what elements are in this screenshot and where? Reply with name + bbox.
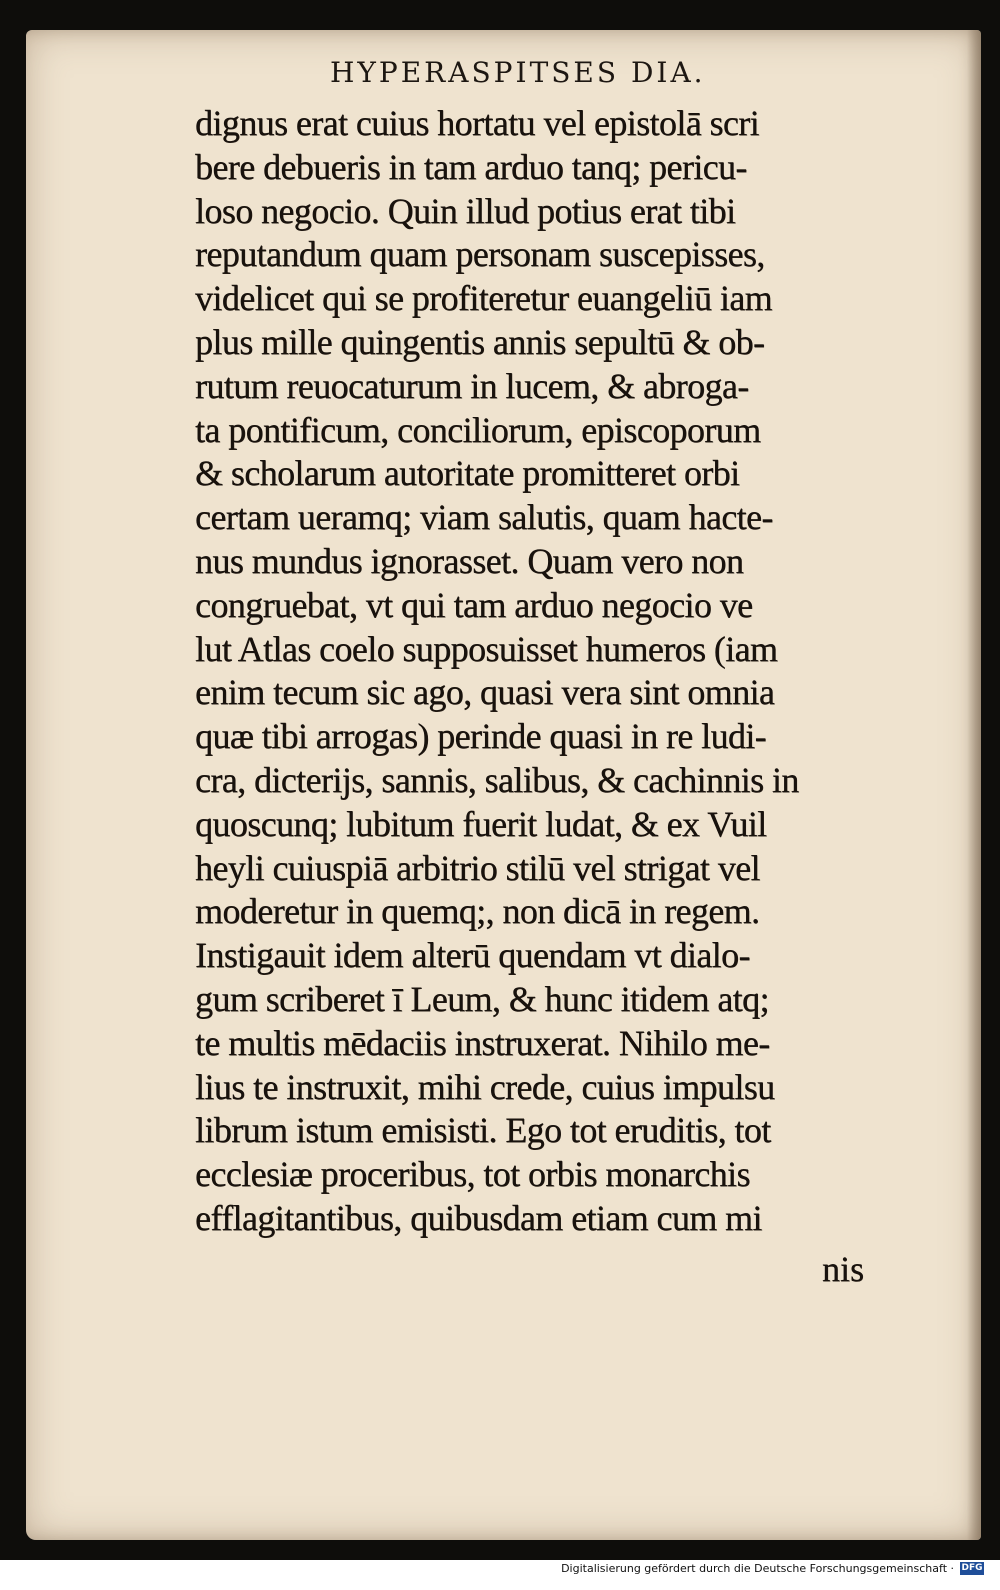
text-line: videlicet qui se profiteretur euangeliū iam bbox=[195, 278, 772, 319]
catchword: nis bbox=[822, 1249, 865, 1289]
text-line: quoscunq; lubitum fuerit ludat, & ex Vuil bbox=[195, 803, 767, 844]
text-line: ta pontificum, conciliorum, episcoporum bbox=[195, 409, 761, 450]
dfg-logo: DFG bbox=[961, 1563, 983, 1573]
text-line: loso negocio. Quin illud potius erat tibi bbox=[195, 190, 736, 231]
text-line: moderetur in quemq;, non dicā in regem. bbox=[195, 891, 760, 932]
text-line: plus mille quingentis annis sepultū & ob- bbox=[195, 321, 765, 362]
text-line: efflagitantibus, quibusdam etiam cum mi bbox=[195, 1197, 762, 1238]
text-line: ecclesiæ proceribus, tot orbis monarchis bbox=[195, 1154, 750, 1195]
text-line: enim tecum sic ago, quasi vera sint omnia bbox=[195, 672, 775, 713]
text-line: dignus erat cuius hortatu vel epistolā scri bbox=[195, 103, 760, 143]
text-line: congruebat, vt qui tam arduo negocio ve bbox=[195, 584, 753, 625]
text-line: heyli cuiuspiā arbitrio stilū vel strigat vel bbox=[195, 847, 760, 888]
running-head: HYPERASPITSES DIA. bbox=[330, 56, 706, 89]
text-line: lius te instruxit, mihi crede, cuius impulsu bbox=[195, 1066, 775, 1107]
text-line: Instigauit idem alterū quendam vt dialo- bbox=[195, 935, 750, 976]
text-line: librum istum emisisti. Ego tot eruditis, tot bbox=[195, 1110, 771, 1151]
text-line: quæ tibi arrogas) perinde quasi in re ludi- bbox=[195, 716, 767, 757]
page-edge-shadow bbox=[967, 30, 981, 1540]
text-line: nus mundus ignorasset. Quam vero non bbox=[195, 540, 744, 581]
text-line: rutum reuocaturum in lucem, & abroga- bbox=[195, 365, 749, 406]
text-line: bere debueris in tam arduo tanq; pericu- bbox=[195, 146, 747, 187]
text-line: & scholarum autoritate promitteret orbi bbox=[195, 453, 740, 494]
text-line: gum scriberet ī Leum, & hunc itidem atq; bbox=[195, 978, 769, 1019]
footer-credit: Digitalisierung gefördert durch die Deutsche Forschungsgemeinschaft · bbox=[561, 1562, 954, 1575]
text-line: lut Atlas coelo supposuisset humeros (iam bbox=[195, 628, 778, 669]
text-line: cra, dicterijs, sannis, salibus, & cachinnis in bbox=[195, 759, 799, 800]
text-line: reputandum quam personam suscepisses, bbox=[195, 234, 765, 275]
text-line: te multis mēdaciis instruxerat. Nihilo me- bbox=[195, 1022, 770, 1063]
text-line: certam ueramq; viam salutis, quam hacte- bbox=[195, 497, 773, 538]
body-text bbox=[195, 102, 895, 1241]
